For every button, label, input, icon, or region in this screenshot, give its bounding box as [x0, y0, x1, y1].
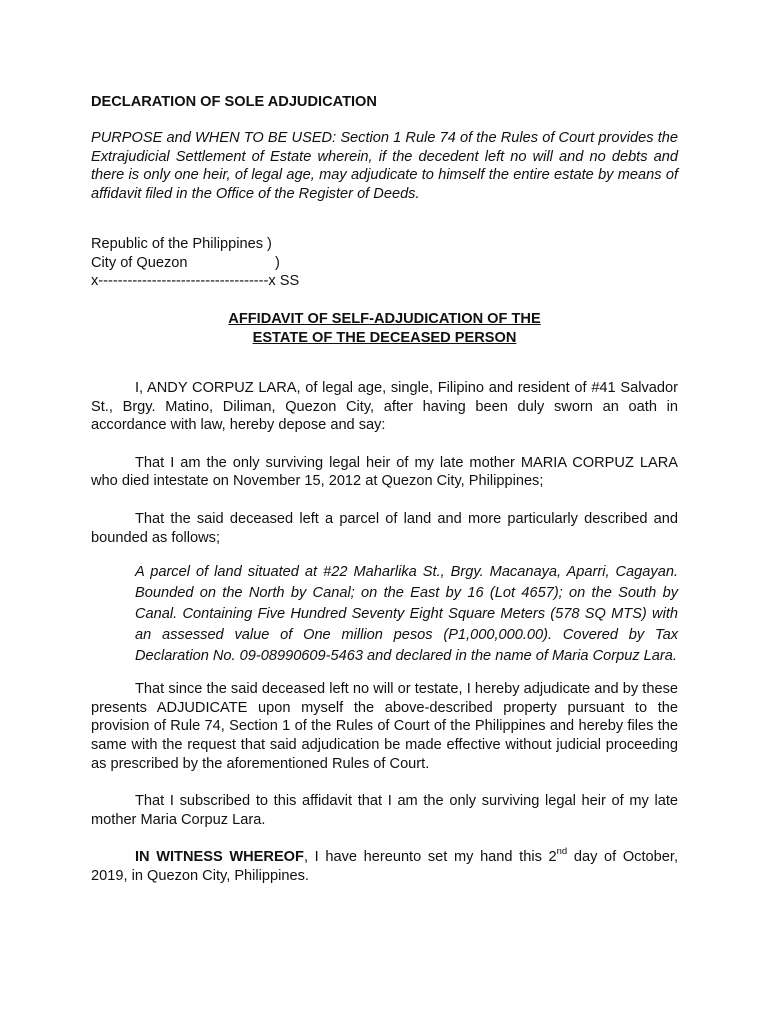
paragraph-subscribe: That I subscribed to this affidavit that I am the only surviving legal heir of my late mother Maria Corpuz Lara.: [91, 793, 678, 828]
venue-ss-line: x-----------------------------------x SS: [91, 273, 300, 290]
affidavit-title-line1: AFFIDAVIT OF SELF-ADJUDICATION OF THE: [228, 311, 541, 327]
document-heading: DECLARATION OF SOLE ADJUDICATION: [91, 94, 377, 110]
affidavit-title: [91, 310, 678, 347]
venue-city-name: City of Quezon: [91, 254, 188, 271]
venue-republic: Republic of the Philippines ): [91, 236, 272, 252]
witness-text-2: day of October, 2019, in Quezon City, Philippines.: [91, 849, 678, 884]
paragraph-heir: That I am the only surviving legal heir of my late mother MARIA CORPUZ LARA who died intestate on November 15, 2012 at Quezon City, Philippines;: [91, 454, 678, 490]
purpose-text: : Section 1 Rule 74 of the Rules of Court provides the Extrajudicial Settlement of Estate wherein, if the decedent left no will and no debts and there is only one heir, of legal age, may adjudicate to himself the entire estate by means of affidavit filed in the Office of the Register of Deeds.: [91, 130, 678, 202]
paragraph-land-intro: That the said deceased left a parcel of land and more particularly described and bounded as follows;: [91, 510, 678, 546]
purpose-label: PURPOSE and WHEN TO BE USED: [91, 130, 333, 146]
venue-block: [91, 235, 678, 291]
venue-city: [91, 254, 678, 273]
witness-text-1: , I have hereunto set my hand this 2: [303, 849, 557, 866]
affidavit-body: [91, 379, 678, 905]
property-description: A parcel of land situated at #22 Maharlika St., Brgy. Macanaya, Aparri, Cagayan. Bounded on the North by Canal; on the East by 16 (Lot 4657); on the South by Canal. Containing Five Hundred Seventy Eight Square Meters (578 SQ MTS) with an assessed value of One million pesos (P1,000,000.00). Covered by Tax Declaration No. 09-08990609-5463 and declared in the name of Maria Corpuz Lara.: [135, 564, 678, 665]
purpose-note: [91, 129, 678, 203]
paragraph-intro: I, ANDY CORPUZ LARA, of legal age, single, Filipino and resident of #41 Salvador St., Brgy. Matino, Diliman, Quezon City, after having been duly sworn an oath in accordance with law, hereby depose and say:: [91, 380, 678, 434]
witness-superscript: nd: [556, 846, 568, 858]
witness-label: IN WITNESS WHEREOF: [135, 849, 304, 866]
paragraph-witness: [91, 848, 678, 885]
affidavit-title-line2: ESTATE OF THE DECEASED PERSON: [252, 329, 517, 346]
paragraph-adjudicate: That since the said deceased left no will or testate, I hereby adjudicate and by these presents ADJUDICATE upon myself the above-described property pursuant to the provision of Rule 74, Section 1 of the Rules of Court of the Philippines and hereby files the same with the request that said adjudication be made effective without judicial proceeding as prescribed by the aforementioned Rules of Court.: [91, 681, 678, 772]
venue-city-paren: ): [275, 254, 280, 271]
